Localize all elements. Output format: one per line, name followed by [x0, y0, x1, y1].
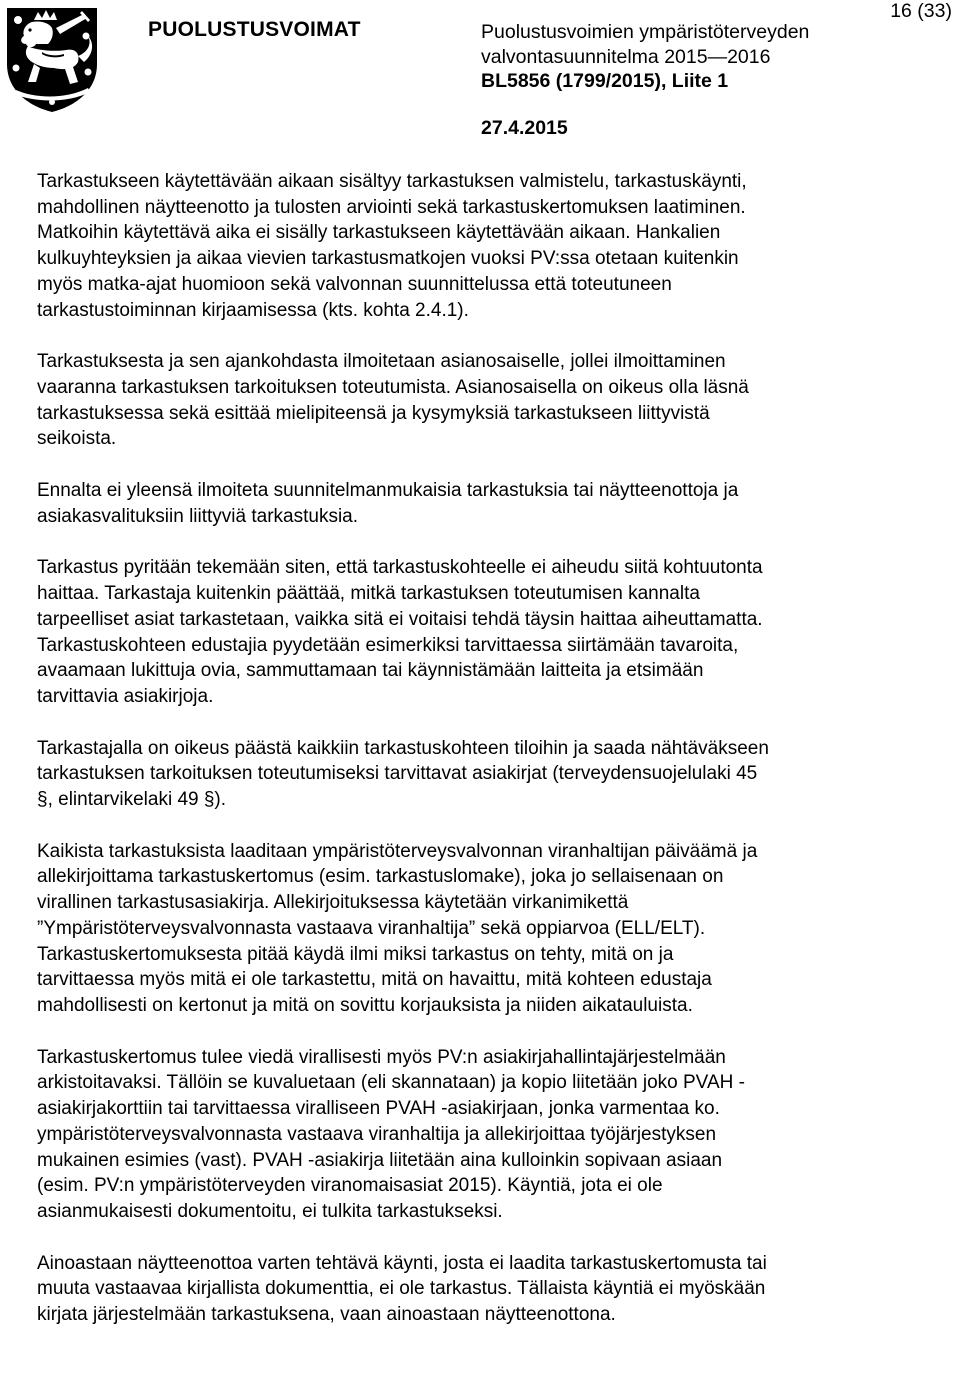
heraldic-lion-emblem-icon	[4, 6, 100, 114]
page-number: 16 (33)	[890, 0, 952, 22]
paragraph: Ainoastaan näytteenottoa varten tehtävä käynti, josta ei laadita tarkastuskertomusta tai muuta vastaavaa kirjallista dokumenttia, ei ole tarkastus. Tällaista käyntiä ei myöskään kirjata järjestelmään tarkastuksena, vaan ainoastaan näytteenottona.	[37, 1252, 767, 1326]
paragraph: Tarkastuskertomus tulee viedä virallisesti myös PV:n asiakirjahallintajärjestelmään arkistoitavaksi. Tällöin se kuvaluetaan (eli skannataan) ja kopio liitetään joko PVAH - asiakirjakorttiin tai tarvittaessa viralliseen PVAH -asiakirjaan, jonka varmentaa ko. ympäristöterveysvalvonnasta vastaava viranhaltija ja allekirjoittaa työjärjestyksen mukainen esimies (vast). PVAH -asiakirja liitetään aina kulloinkin sopivaan asiaan (esim. PV:n ympäristöterveyden viranomaisasiat 2015). Käyntiä, jota ei ole asianmukaisesti dokumentoitu, ei tulkita tarkastukseksi.	[37, 1046, 745, 1222]
organization-name: PUOLUSTUSVOIMAT	[148, 18, 361, 41]
document-info	[481, 20, 809, 140]
document-reference: BL5856 (1799/2015), Liite 1	[481, 70, 729, 92]
paragraph: Tarkastus pyritään tekemään siten, että tarkastuskohteelle ei aiheudu siitä kohtuutonta haittaa. Tarkastaja kuitenkin päättää, mitkä tarkastuksen toteutumisen kannalta tarpeelliset asiat tarkastetaan, vaikka sitä ei voitaisi tehdä täysin haittaa aiheuttamatta. Tarkastuskohteen edustajia pyydetään esimerkiksi tarvittaessa siirtämään tavaroita, avaamaan lukittuja ovia, sammuttamaan tai käynnistämään laitteita ja etsimään tarvittavia asiakirjoja.	[37, 557, 763, 707]
document-title-line-1: Puolustusvoimien ympäristöterveyden	[481, 21, 810, 43]
paragraph: Tarkastuksesta ja sen ajankohdasta ilmoitetaan asianosaiselle, jollei ilmoittaminen vaaranna tarkastuksen tarkoituksen toteutumista. Asianosaisella on oikeus olla läsnä tarkastuksessa sekä esittää mielipiteensä ja kysymyksiä tarkastukseen liittyvistä seikoista.	[37, 351, 749, 450]
paragraph: Kaikista tarkastuksista laaditaan ympäristöterveysvalvonnan viranhaltijan päiväämä ja allekirjoittama tarkastuskertomus (esim. tarkastuslomake), joka jo sellaisenaan on virallinen tarkastusasiakirja. Allekirjoituksessa käytetään virkanimikettä ”Ympäristöterveysvalvonnasta vastaava viranhaltija” sekä oppiarvoa (ELL/ELT). Tarkastuskertomuksesta pitää käydä ilmi miksi tarkastus on tehty, mitä on ja tarvittaessa myös mitä ei ole tarkastettu, mitä on havaittu, mitä kohteen edustaja mahdollisesti on kertonut ja mitä on sovittu korjauksista ja niiden aikatauluista.	[37, 840, 758, 1016]
document-date: 27.4.2015	[481, 116, 568, 139]
paragraph: Tarkastajalla on oikeus päästä kaikkiin tarkastuskohteen tiloihin ja saada nähtäväkseen tarkastuksen tarkoituksen toteutumiseksi tarvittavat asiakirjat (terveydensuojelulaki 45 §, elintarvikelaki 49 §).	[37, 737, 769, 811]
paragraph: Tarkastukseen käytettävään aikaan sisältyy tarkastuksen valmistelu, tarkastuskäynti, mahdollinen näytteenotto ja tulosten arviointi sekä tarkastuskertomuksen laatiminen. Matkoihin käytettävä aika ei sisälly tarkastukseen käytettävään aikaan. Hankalien kulkuyhteyksien ja aikaa vievien tarkastusmatkojen vuoksi PV:ssa otetaan kuitenkin myös matka-ajat huomioon sekä valvonnan suunnittelussa että toteutuneen tarkastustoiminnan kirjaamisessa (kts. kohta 2.4.1).	[37, 171, 747, 321]
paragraph: Ennalta ei yleensä ilmoiteta suunnitelmanmukaisia tarkastuksia tai näytteenottoja ja asiakasvalituksiin liittyviä tarkastuksia.	[37, 480, 739, 527]
document-title-line-2: valvontasuunnitelma 2015―2016	[481, 45, 771, 68]
document-body	[37, 169, 937, 1328]
